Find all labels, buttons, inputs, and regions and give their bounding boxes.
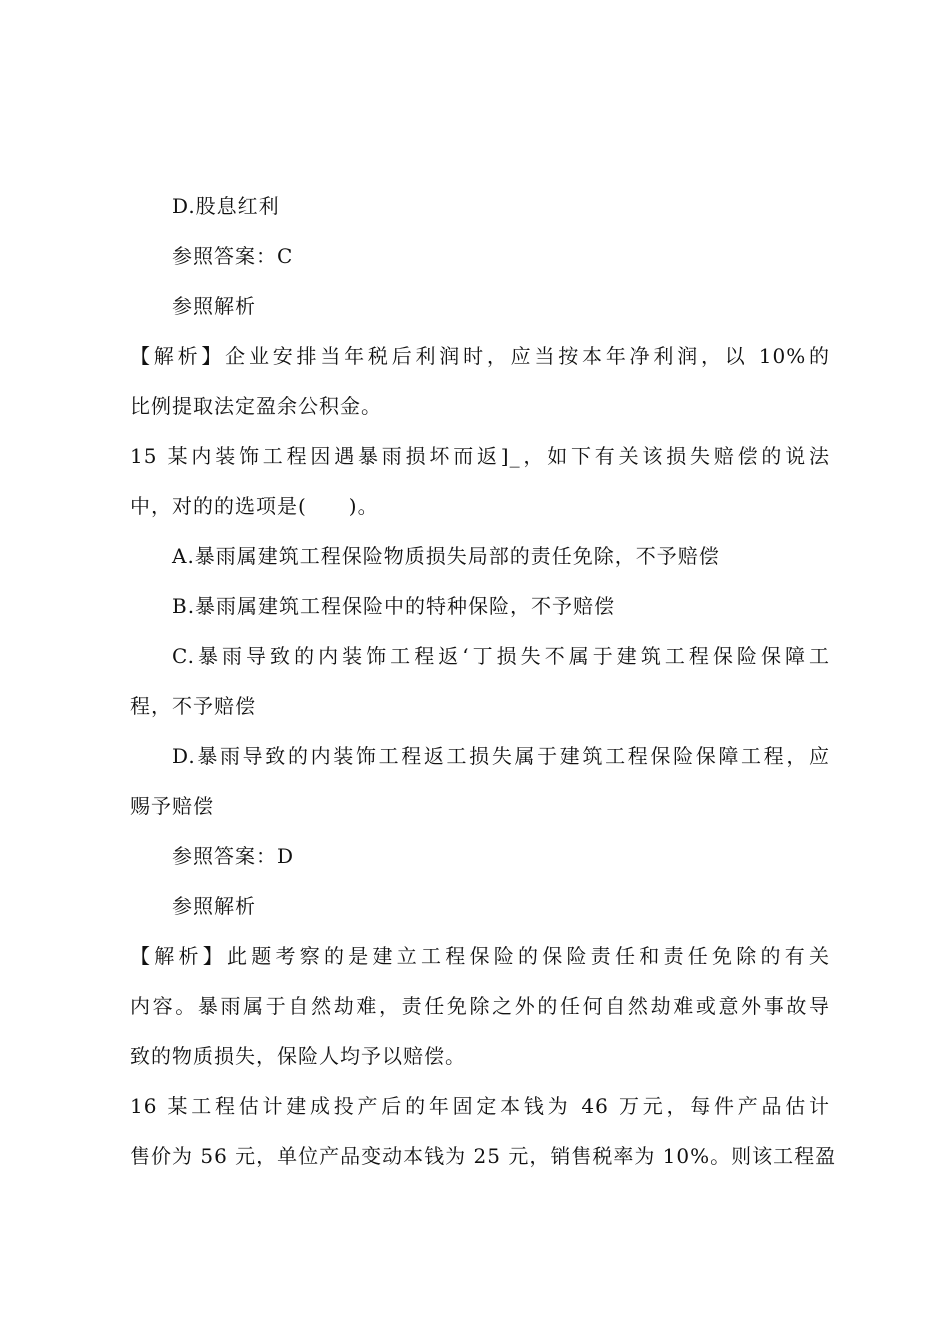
option-d-q14: D.股息红利 <box>172 194 280 218</box>
option-a-q15: A.暴雨属建筑工程保险物质损失局部的责任免除，不予赔偿 <box>172 544 720 568</box>
answer-q14: 参照答案：C <box>172 244 294 268</box>
analysis-q14-line2: 比例提取法定盈余公积金。 <box>130 394 382 418</box>
analysis-q14-line1: 【解析】企业安排当年税后利润时，应当按本年净利润，以 10%的 <box>130 344 830 368</box>
option-d-q15-line1: D.暴雨导致的内装饰工程返工损失属于建筑工程保险保障工程，应 <box>172 744 830 768</box>
answer-q15: 参照答案：D <box>172 844 295 868</box>
question-15-line2: 中，对的的选项是( )。 <box>130 494 379 518</box>
analysis-heading-q14: 参照解析 <box>172 294 256 318</box>
option-c-q15-line2: 程，不予赔偿 <box>130 694 256 718</box>
question-15-line1: 15 某内装饰工程因遇暴雨损坏而返]_，如下有关该损失赔偿的说法 <box>130 444 830 468</box>
analysis-q15-line3: 致的物质损失，保险人均予以赔偿。 <box>130 1044 466 1068</box>
option-c-q15-line1: C.暴雨导致的内装饰工程返‘丁损失不属于建筑工程保险保障工 <box>172 644 830 668</box>
analysis-q15-line2: 内容。暴雨属于自然劫难，责任免除之外的任何自然劫难或意外事故导 <box>130 994 830 1018</box>
analysis-heading-q15: 参照解析 <box>172 894 256 918</box>
analysis-q15-line1: 【解析】此题考察的是建立工程保险的保险责任和责任免除的有关 <box>130 944 830 968</box>
option-d-q15-line2: 赐予赔偿 <box>130 794 214 818</box>
question-16-line1: 16 某工程估计建成投产后的年固定本钱为 46 万元，每件产品估计 <box>130 1094 830 1118</box>
question-16-line2: 售价为 56 元，单位产品变动本钱为 25 元，销售税率为 10%。则该工程盈 <box>130 1144 837 1168</box>
option-b-q15: B.暴雨属建筑工程保险中的特种保险，不予赔偿 <box>172 594 616 618</box>
